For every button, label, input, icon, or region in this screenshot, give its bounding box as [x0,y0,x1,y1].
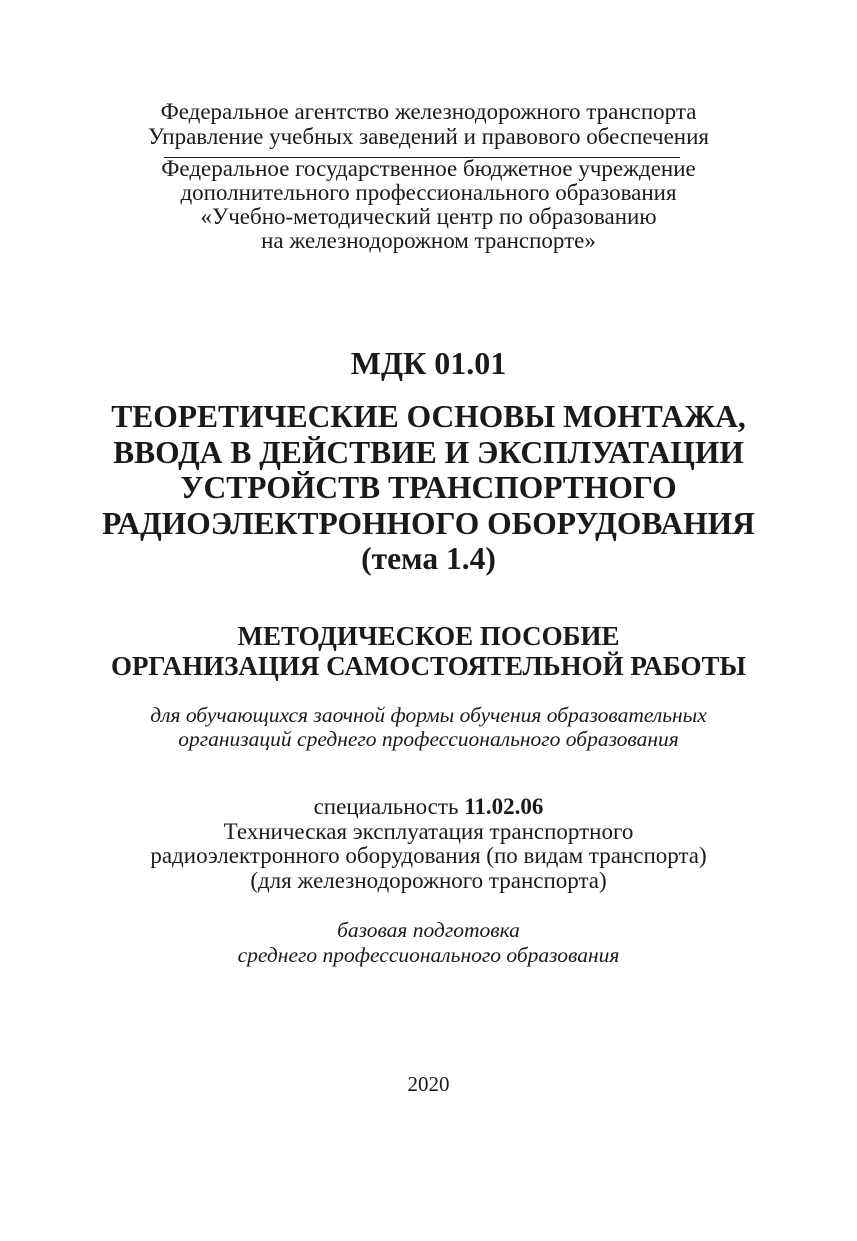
institution-line: на железнодорожном транспорте» [261,228,596,253]
document-type [0,621,857,681]
specialty-line: радиоэлектронного оборудования (по видам транспорта) [150,843,707,868]
title-line: ВВОДА В ДЕЙСТВИЕ И ЭКСПЛУАТАЦИИ [113,434,744,470]
guide-line: МЕТОДИЧЕСКОЕ ПОСОБИЕ [237,621,620,651]
course-title [0,399,857,577]
training-level [0,918,857,967]
training-line: среднего профессионального образования [237,942,620,967]
specialty-block [0,795,857,893]
audience-line: для обучающихся заочной формы обучения образовательных [150,703,707,727]
training-line: базовая подготовка [337,918,520,942]
specialty-heading [0,795,857,820]
specialty-code: 11.02.06 [464,794,544,819]
institution-block [0,157,857,253]
specialty-line: (для железнодорожного транспорта) [250,867,607,893]
specialty-label: специальность [313,794,459,819]
publication-year: 2020 [407,1072,450,1096]
agency-name: Федеральное агентство железнодорожного транспорта [160,99,697,124]
agency-department: Управление учебных заведений и правового обеспечения [148,124,709,149]
audience-line: организаций среднего профессионального образования [178,727,679,751]
specialty-line: Техническая эксплуатация транспортного [223,818,634,844]
title-line: ТЕОРЕТИЧЕСКИЕ ОСНОВЫ МОНТАЖА, [111,399,746,434]
target-audience [0,703,857,751]
institution-line: дополнительного профессионального образования [180,180,677,205]
title-line: УСТРОЙСТВ ТРАНСПОРТНОГО [180,470,677,505]
title-line: РАДИОЭЛЕКТРОННОГО ОБОРУДОВАНИЯ [102,505,755,541]
course-code: МДК 01.01 [350,345,507,381]
institution-line: Федеральное государственное бюджетное учреждение [161,156,696,181]
guide-line: ОРГАНИЗАЦИЯ САМОСТОЯТЕЛЬНОЙ РАБОТЫ [110,651,747,681]
agency-block [0,99,857,149]
topic-number: (тема 1.4) [361,541,496,576]
institution-line: «Учебно-методический центр по образованию [200,204,657,229]
